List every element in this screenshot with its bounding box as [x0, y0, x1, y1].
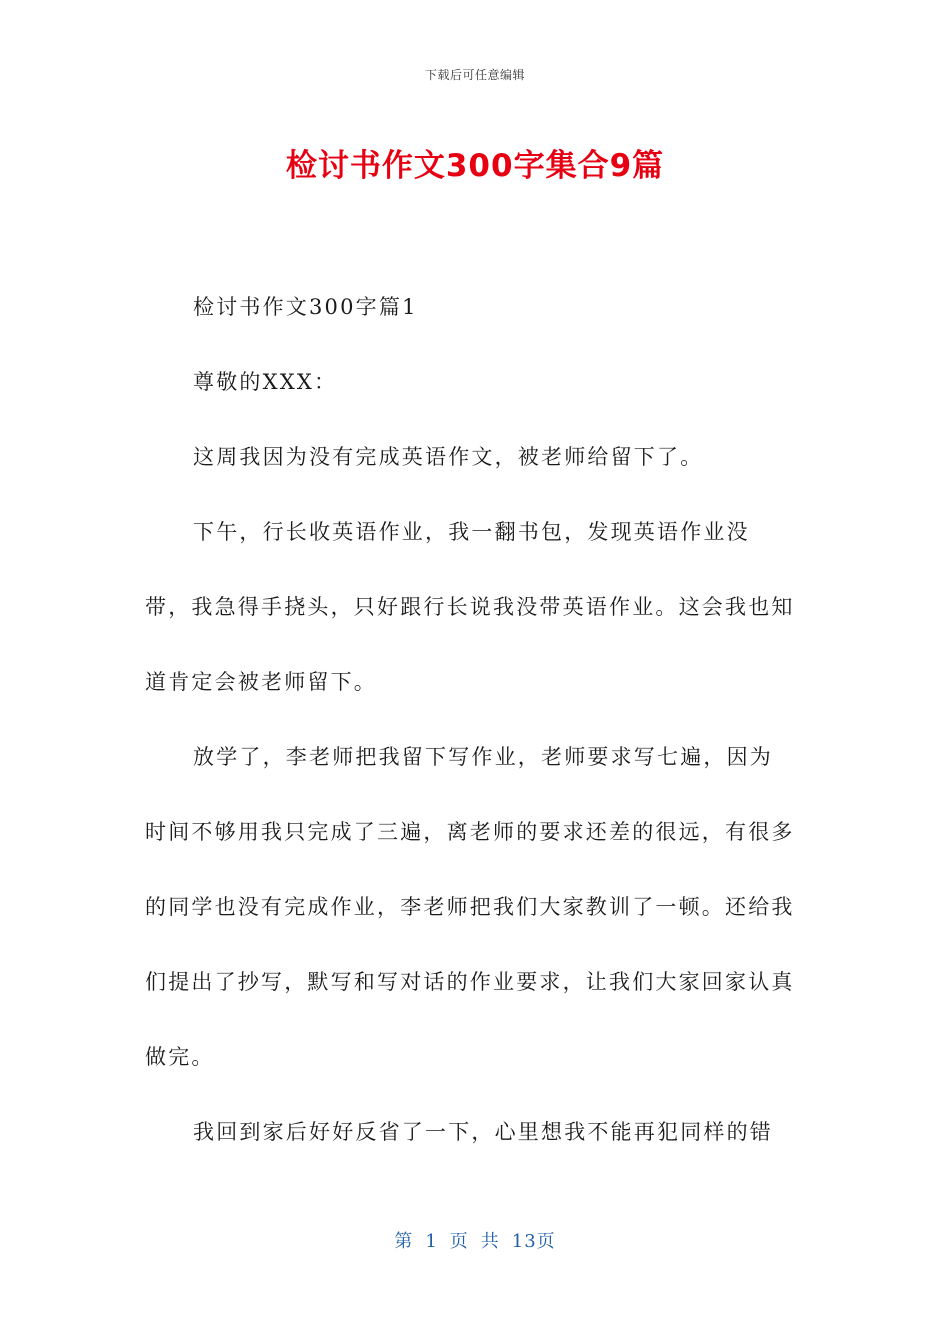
body-paragraph: 这周我因为没有完成英语作文，被老师给留下了。	[193, 445, 704, 469]
body-paragraph: 我回到家后好好反省了一下，心里想我不能再犯同样的错	[193, 1120, 773, 1144]
current-page-number: 1	[425, 1231, 438, 1252]
document-title: 检讨书作文300字集合9篇	[285, 148, 665, 184]
total-pages: 13页	[511, 1231, 556, 1252]
page-header-note: 下载后可任意编辑	[424, 68, 525, 82]
footer-total-word: 共	[480, 1231, 500, 1252]
page-number-footer	[0, 1227, 950, 1253]
document-body	[145, 270, 795, 1170]
body-paragraph: 放学了，李老师把我留下写作业，老师要求写七遍，因为时间不够用我只完成了三遍，离老师的要求还差的很远，有很多的同学也没有完成作业，李老师把我们大家教训了一顿。还给我们提出了抄写，默写和写对话的作业要求，让我们大家回家认真做完。	[145, 745, 795, 1069]
section-heading: 检讨书作文300字篇1	[193, 295, 418, 319]
footer-prefix: 第	[394, 1231, 414, 1252]
footer-page-word: 页	[449, 1231, 469, 1252]
salutation: 尊敬的XXX：	[193, 370, 338, 394]
body-paragraph: 下午，行长收英语作业，我一翻书包，发现英语作业没带，我急得手挠头，只好跟行长说我没带英语作业。这会我也知道肯定会被老师留下。	[145, 520, 795, 694]
